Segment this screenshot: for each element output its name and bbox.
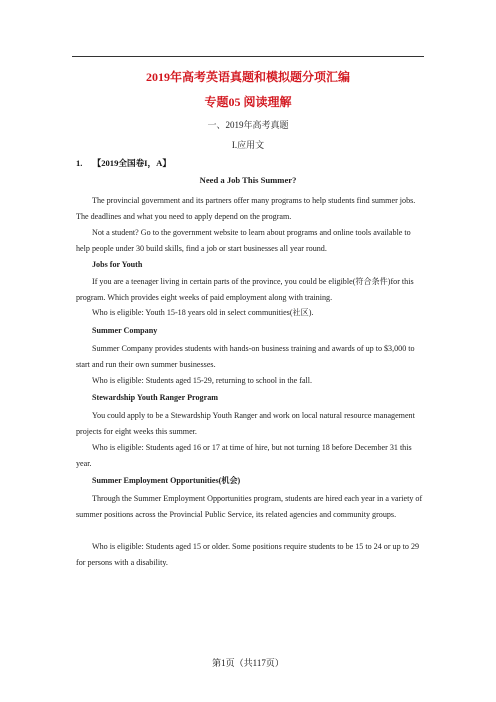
- question-label: [76, 157, 171, 169]
- subsection-heading: I.应用文: [231, 140, 265, 150]
- section-heading-stewardship: Stewardship Youth Ranger Program: [92, 393, 218, 402]
- question-number: 1.: [76, 158, 83, 168]
- article-paragraph-2: Not a student? Go to the government website to learn about programs and online tools available to help people under 30 build skills, find a job or start businesses all year round.: [76, 228, 411, 253]
- document-subtitle: 专题05 阅读理解: [204, 95, 292, 109]
- section-eligibility-stewardship: Who is eligible: Students aged 16 or 17 at time of hire, but not turning 18 before December 31 this year.: [76, 443, 412, 468]
- section-body-summer-employment: Through the Summer Employment Opportunities program, students are hired each year in a variety of summer positions across the Provincial Public Service, its related agencies and community groups.: [76, 494, 423, 519]
- section-heading-summer-employment: Summer Employment Opportunities(机会): [92, 476, 241, 485]
- question-source: 【2019全国卷I，A】: [92, 158, 171, 168]
- section-eligibility-summer-company: Who is eligible: Students aged 15-29, returning to school in the fall.: [92, 376, 313, 385]
- section-body-summer-company: Summer Company provides students with hands-on business training and awards of up to $3,000 to start and run their own summer businesses.: [76, 344, 415, 369]
- header-rule: [72, 56, 424, 57]
- section-heading-summer-company: Summer Company: [92, 326, 158, 335]
- document-title: 2019年高考英语真题和模拟题分项汇编: [145, 70, 350, 84]
- page-footer: 第1页（共117页）: [212, 658, 284, 668]
- section-eligibility-summer-employment: Who is eligible: Students aged 15 or older. Some positions require students to be 15 to 24 or up to 29 for persons with a disability.: [76, 542, 420, 567]
- article-heading: Need a Job This Summer?: [199, 175, 297, 185]
- section-heading: 一、2019年高考真题: [207, 120, 289, 130]
- article-paragraph-1: The provincial government and its partners offer many programs to help students find summer jobs. The deadlines and what you need to apply depend on the program.: [76, 196, 416, 221]
- section-eligibility-jobs-for-youth: Who is eligible: Youth 15-18 years old in select communities(社区).: [92, 308, 314, 317]
- section-heading-jobs-for-youth: Jobs for Youth: [92, 260, 143, 269]
- section-body-stewardship: You could apply to be a Stewardship Youth Ranger and work on local natural resource management projects for eight weeks this summer.: [76, 411, 415, 436]
- section-body-jobs-for-youth: If you are a teenager living in certain parts of the province, you could be eligible(符合条件)for this program. Which provides eight weeks of paid employment along with training.: [76, 277, 414, 302]
